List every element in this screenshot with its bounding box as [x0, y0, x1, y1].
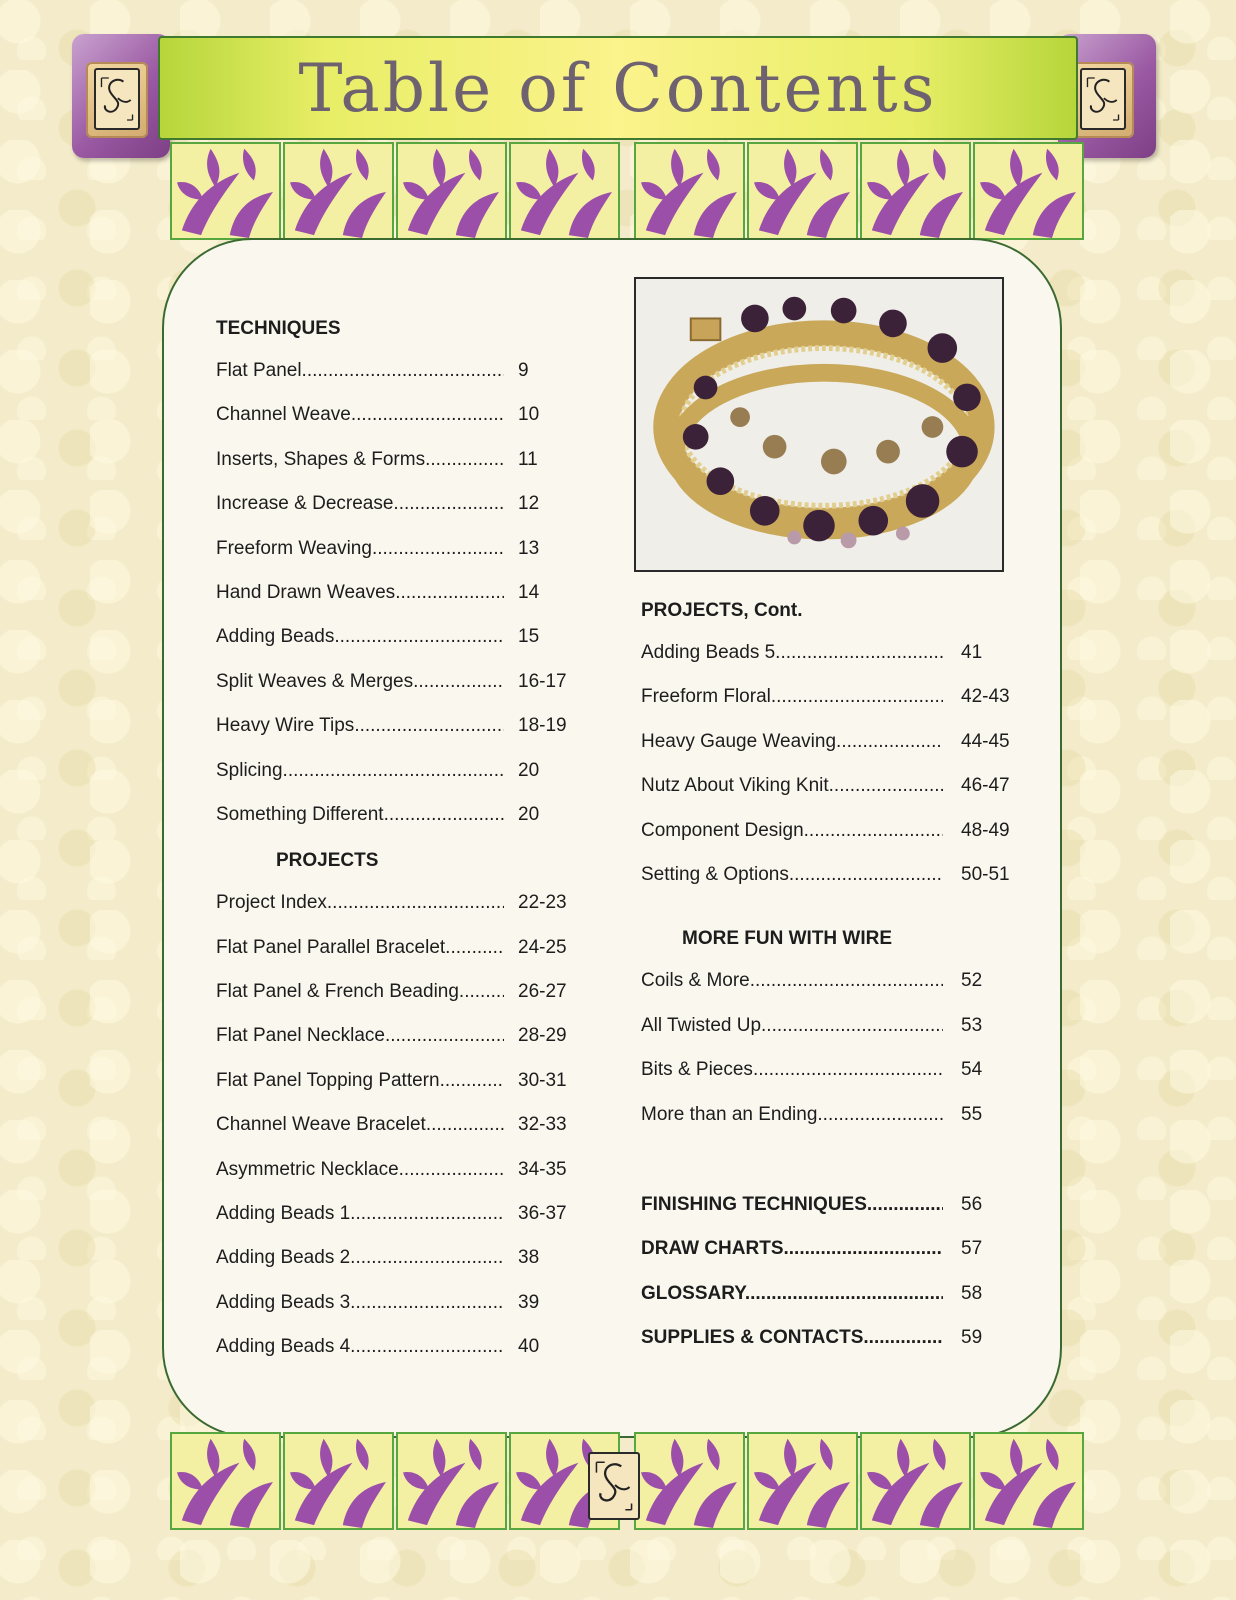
toc-entry[interactable]	[216, 1199, 576, 1243]
monogram-tile-icon	[1080, 68, 1126, 130]
toc-entry-page: 59	[961, 1327, 983, 1349]
toc-entry-title: FINISHING TECHNIQUES .....	[641, 1190, 943, 1234]
toc-entry-title: Asymmetric Necklace .....	[216, 1155, 504, 1199]
section-heading-techniques: TECHNIQUES	[216, 318, 341, 339]
floral-vine-icon	[283, 142, 394, 240]
floral-vine-icon	[509, 142, 620, 240]
floral-vine-icon	[973, 1432, 1084, 1530]
toc-entry-page: 13	[518, 537, 540, 559]
toc-entry[interactable]	[216, 534, 576, 578]
closing-sections-list	[641, 1190, 1021, 1368]
more-fun-list	[641, 966, 1021, 1144]
toc-entry-page: 38	[518, 1247, 540, 1269]
toc-entry-page: 24-25	[518, 936, 567, 958]
toc-entry[interactable]	[216, 1066, 576, 1110]
toc-entry[interactable]	[641, 816, 1021, 860]
toc-entry-title: Splicing .....	[216, 756, 504, 800]
toc-entry-page: 30-31	[518, 1069, 567, 1091]
monogram-tile-icon	[588, 1452, 640, 1520]
toc-entry-title: GLOSSARY .....	[641, 1279, 943, 1323]
floral-vine-icon	[283, 1432, 394, 1530]
toc-entry-title: Channel Weave .....	[216, 400, 504, 444]
toc-entry[interactable]	[216, 756, 576, 800]
toc-entry-page: 40	[518, 1336, 540, 1358]
toc-entry-title: Increase & Decrease .....	[216, 489, 504, 533]
floral-vine-icon	[396, 1432, 507, 1530]
toc-entry-title: More than an Ending .....	[641, 1100, 943, 1144]
toc-entry[interactable]	[641, 1055, 1021, 1099]
toc-entry-page: 11	[518, 448, 538, 470]
toc-entry-title: Component Design .....	[641, 816, 943, 860]
toc-entry[interactable]	[641, 1279, 1021, 1323]
toc-entry-title: Hand Drawn Weaves .....	[216, 578, 504, 622]
toc-entry-title: Freeform Weaving .....	[216, 534, 504, 578]
page-title: Table of Contents	[298, 49, 938, 127]
floral-vine-icon	[747, 1432, 858, 1530]
toc-entry[interactable]	[641, 1100, 1021, 1144]
projects-list	[216, 888, 576, 1376]
toc-entry-page: 9	[518, 360, 529, 381]
toc-right-column	[641, 594, 1021, 1367]
monogram-tile-icon	[94, 68, 140, 130]
toc-entry-page: 57	[961, 1238, 983, 1260]
toc-entry[interactable]	[216, 489, 576, 533]
toc-entry[interactable]	[216, 445, 576, 489]
toc-entry-page: 18-19	[518, 715, 567, 737]
toc-entry-title: SUPPLIES & CONTACTS .....	[641, 1323, 943, 1367]
floral-vine-icon	[170, 142, 281, 240]
toc-entry-title: Adding Beads 3 .....	[216, 1288, 504, 1332]
toc-entry-page: 12	[518, 493, 540, 515]
toc-entry-title: Heavy Gauge Weaving .....	[641, 727, 943, 771]
toc-entry[interactable]	[216, 711, 576, 755]
toc-entry-title: Nutz About Viking Knit .....	[641, 771, 943, 815]
toc-entry-page: 26-27	[518, 981, 567, 1003]
toc-entry[interactable]	[641, 1234, 1021, 1278]
toc-entry[interactable]	[641, 966, 1021, 1010]
toc-left-column	[216, 312, 576, 1377]
floral-vine-icon	[396, 142, 507, 240]
toc-entry[interactable]	[641, 638, 1021, 682]
toc-entry-page: 28-29	[518, 1025, 567, 1047]
toc-entry[interactable]	[641, 1190, 1021, 1234]
techniques-list	[216, 356, 576, 844]
title-banner	[158, 36, 1078, 140]
toc-entry-title: DRAW CHARTS .....	[641, 1234, 943, 1278]
toc-entry-title: Freeform Floral .....	[641, 682, 943, 726]
corner-face-left	[86, 62, 148, 138]
toc-entry-title: Flat Panel Parallel Bracelet .....	[216, 933, 504, 977]
toc-entry-title: Split Weaves & Merges .....	[216, 667, 504, 711]
toc-entry[interactable]	[216, 800, 576, 844]
floral-vine-icon	[634, 142, 745, 240]
toc-entry[interactable]	[641, 727, 1021, 771]
toc-entry-page: 39	[518, 1291, 540, 1313]
toc-entry-page: 55	[961, 1103, 983, 1125]
toc-entry[interactable]	[216, 1288, 576, 1332]
toc-entry[interactable]	[216, 1332, 576, 1376]
toc-entry-page: 50-51	[961, 863, 1010, 885]
corner-block-left	[72, 34, 170, 158]
toc-entry-page: 32-33	[518, 1114, 567, 1136]
toc-entry-page: 44-45	[961, 730, 1010, 752]
toc-entry[interactable]	[641, 1011, 1021, 1055]
toc-entry-title: Project Index .....	[216, 888, 504, 932]
toc-entry-title: Adding Beads 4 .....	[216, 1332, 504, 1376]
toc-entry-title: Adding Beads 5 .....	[641, 638, 943, 682]
toc-entry-title: Flat Panel Necklace .....	[216, 1021, 504, 1065]
toc-entry-title: Flat Panel & French Beading .....	[216, 977, 504, 1021]
floral-vine-icon	[860, 1432, 971, 1530]
toc-entry[interactable]	[641, 1323, 1021, 1367]
toc-entry-title: Channel Weave Bracelet .....	[216, 1110, 504, 1154]
toc-entry-title: Bits & Pieces .....	[641, 1055, 943, 1099]
toc-entry-title: Adding Beads 2 .....	[216, 1243, 504, 1287]
section-heading-projects-cont: PROJECTS, Cont.	[641, 600, 803, 621]
toc-entry-page: 58	[961, 1282, 983, 1304]
toc-entry-page: 34-35	[518, 1158, 567, 1180]
toc-entry-page: 20	[518, 803, 540, 825]
toc-entry-page: 10	[518, 404, 540, 426]
floral-vine-icon	[973, 142, 1084, 240]
toc-entry-page: 56	[961, 1193, 983, 1215]
floral-vine-icon	[860, 142, 971, 240]
toc-entry-page: 46-47	[961, 775, 1010, 797]
toc-entry[interactable]	[216, 933, 576, 977]
section-heading-more-fun: MORE FUN WITH WIRE	[682, 928, 893, 950]
toc-entry[interactable]	[216, 1155, 576, 1199]
projects-cont-list	[641, 638, 1021, 904]
toc-entry[interactable]	[216, 1110, 576, 1154]
toc-entry[interactable]	[216, 356, 576, 400]
toc-entry-title: Adding Beads .....	[216, 622, 504, 666]
floral-vine-icon	[747, 142, 858, 240]
toc-entry[interactable]	[216, 1243, 576, 1287]
toc-entry-page: 42-43	[961, 686, 1010, 708]
toc-entry-page: 22-23	[518, 892, 567, 914]
toc-entry-page: 14	[518, 581, 540, 603]
toc-entry[interactable]	[641, 860, 1021, 904]
toc-entry[interactable]	[216, 1021, 576, 1065]
toc-entry-page: 41	[961, 642, 983, 663]
top-floral-border	[170, 142, 1086, 240]
toc-entry[interactable]	[641, 771, 1021, 815]
toc-entry-title: Setting & Options .....	[641, 860, 943, 904]
toc-entry[interactable]	[216, 622, 576, 666]
bracelet-photo	[634, 277, 1004, 572]
toc-entry-title: Something Different .....	[216, 800, 504, 844]
section-heading-projects: PROJECTS	[276, 850, 379, 872]
toc-entry-page: 53	[961, 1014, 983, 1036]
toc-entry-title: Heavy Wire Tips .....	[216, 711, 504, 755]
toc-entry-page: 52	[961, 970, 983, 992]
toc-entry[interactable]	[641, 682, 1021, 726]
corner-face-right	[1072, 62, 1134, 138]
toc-entry-page: 54	[961, 1059, 983, 1081]
toc-entry-page: 15	[518, 626, 540, 648]
toc-entry[interactable]	[216, 888, 576, 932]
toc-entry[interactable]	[216, 667, 576, 711]
toc-entry-page: 48-49	[961, 819, 1010, 841]
floral-vine-icon	[170, 1432, 281, 1530]
toc-entry[interactable]	[216, 977, 576, 1021]
toc-entry-title: Flat Panel .....	[216, 356, 504, 400]
toc-entry-title: Inserts, Shapes & Forms .....	[216, 445, 504, 489]
toc-entry-title: Adding Beads 1 .....	[216, 1199, 504, 1243]
toc-entry-title: Coils & More .....	[641, 966, 943, 1010]
toc-entry-page: 20	[518, 759, 540, 781]
toc-entry-page: 16-17	[518, 670, 567, 692]
toc-entry[interactable]	[216, 400, 576, 444]
toc-entry-title: Flat Panel Topping Pattern .....	[216, 1066, 504, 1110]
toc-entry[interactable]	[216, 578, 576, 622]
toc-entry-page: 36-37	[518, 1203, 567, 1225]
floral-vine-icon	[634, 1432, 745, 1530]
toc-entry-title: All Twisted Up .....	[641, 1011, 943, 1055]
